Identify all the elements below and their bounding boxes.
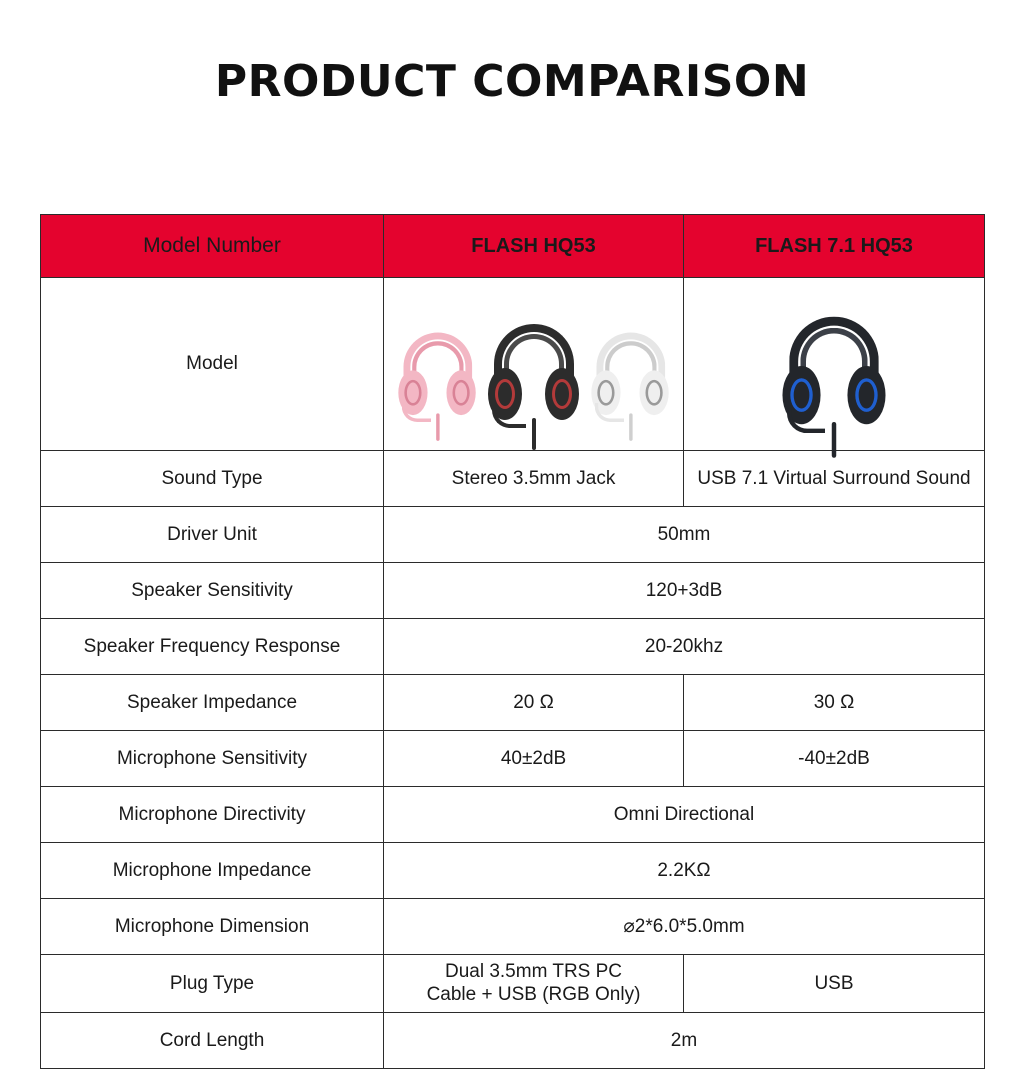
row-label-sound-type: Sound Type xyxy=(41,451,384,507)
row-label-speaker-sensitivity: Speaker Sensitivity xyxy=(41,563,384,619)
headset-black-icon xyxy=(486,320,580,450)
header-product-a: FLASH HQ53 xyxy=(384,215,684,278)
headset-pink-icon xyxy=(397,329,478,441)
cell-speaker-impedance-a: 20 Ω xyxy=(384,675,684,731)
table-row xyxy=(41,899,985,955)
cell-microphone-dimension: ⌀2*6.0*5.0mm xyxy=(384,899,985,955)
table-row xyxy=(41,619,985,675)
headset-blue-icon xyxy=(780,312,888,458)
table-row xyxy=(41,731,985,787)
product-b-model-images xyxy=(684,278,985,451)
table-row xyxy=(41,1013,985,1069)
cell-sound-type-a: Stereo 3.5mm Jack xyxy=(384,451,684,507)
row-label-speaker-frequency-response: Speaker Frequency Response xyxy=(41,619,384,675)
table-header xyxy=(41,215,985,278)
cell-microphone-impedance: 2.2KΩ xyxy=(384,843,985,899)
cell-speaker-frequency-response: 20-20khz xyxy=(384,619,985,675)
cell-plug-type-b: USB xyxy=(684,955,985,1013)
table-row xyxy=(41,451,985,507)
table-row xyxy=(41,675,985,731)
header-row xyxy=(41,215,985,278)
table-row xyxy=(41,507,985,563)
row-label-driver-unit: Driver Unit xyxy=(41,507,384,563)
row-label-microphone-impedance: Microphone Impedance xyxy=(41,843,384,899)
cell-cord-length: 2m xyxy=(384,1013,985,1069)
headset-group-a xyxy=(390,278,677,450)
row-label-speaker-impedance: Speaker Impedance xyxy=(41,675,384,731)
header-product-b: FLASH 7.1 HQ53 xyxy=(684,215,985,278)
cell-plug-type-a xyxy=(384,955,684,1013)
cell-speaker-sensitivity: 120+3dB xyxy=(384,563,985,619)
product-a-model-images xyxy=(384,278,684,451)
cell-microphone-sensitivity-a: 40±2dB xyxy=(384,731,684,787)
header-model-number: Model Number xyxy=(41,215,384,278)
cell-microphone-directivity: Omni Directional xyxy=(384,787,985,843)
cell-speaker-impedance-b: 30 Ω xyxy=(684,675,985,731)
page-title: PRODUCT COMPARISON xyxy=(214,56,810,107)
table-row xyxy=(41,955,985,1013)
table-row xyxy=(41,563,985,619)
row-label-microphone-directivity: Microphone Directivity xyxy=(41,787,384,843)
cell-driver-unit: 50mm xyxy=(384,507,985,563)
row-label-plug-type: Plug Type xyxy=(41,955,384,1013)
row-label-microphone-sensitivity: Microphone Sensitivity xyxy=(41,731,384,787)
product-comparison-page xyxy=(0,56,1024,1080)
table-row xyxy=(41,278,985,451)
cell-plug-type-a-line1: Dual 3.5mm TRS PC xyxy=(444,961,623,983)
table-row xyxy=(41,787,985,843)
row-label-cord-length: Cord Length xyxy=(41,1013,384,1069)
table-row xyxy=(41,843,985,899)
cell-microphone-sensitivity-b: -40±2dB xyxy=(684,731,985,787)
headset-group-b xyxy=(690,278,978,450)
comparison-table xyxy=(40,214,985,1069)
comparison-table-container xyxy=(40,214,984,1069)
headset-white-icon xyxy=(589,329,670,441)
table-body xyxy=(41,278,985,1069)
cell-plug-type-a-line2: Cable + USB (RGB Only) xyxy=(426,983,641,1005)
row-label-model: Model xyxy=(41,278,384,451)
row-label-microphone-dimension: Microphone Dimension xyxy=(41,899,384,955)
cell-sound-type-b: USB 7.1 Virtual Surround Sound xyxy=(684,451,985,507)
